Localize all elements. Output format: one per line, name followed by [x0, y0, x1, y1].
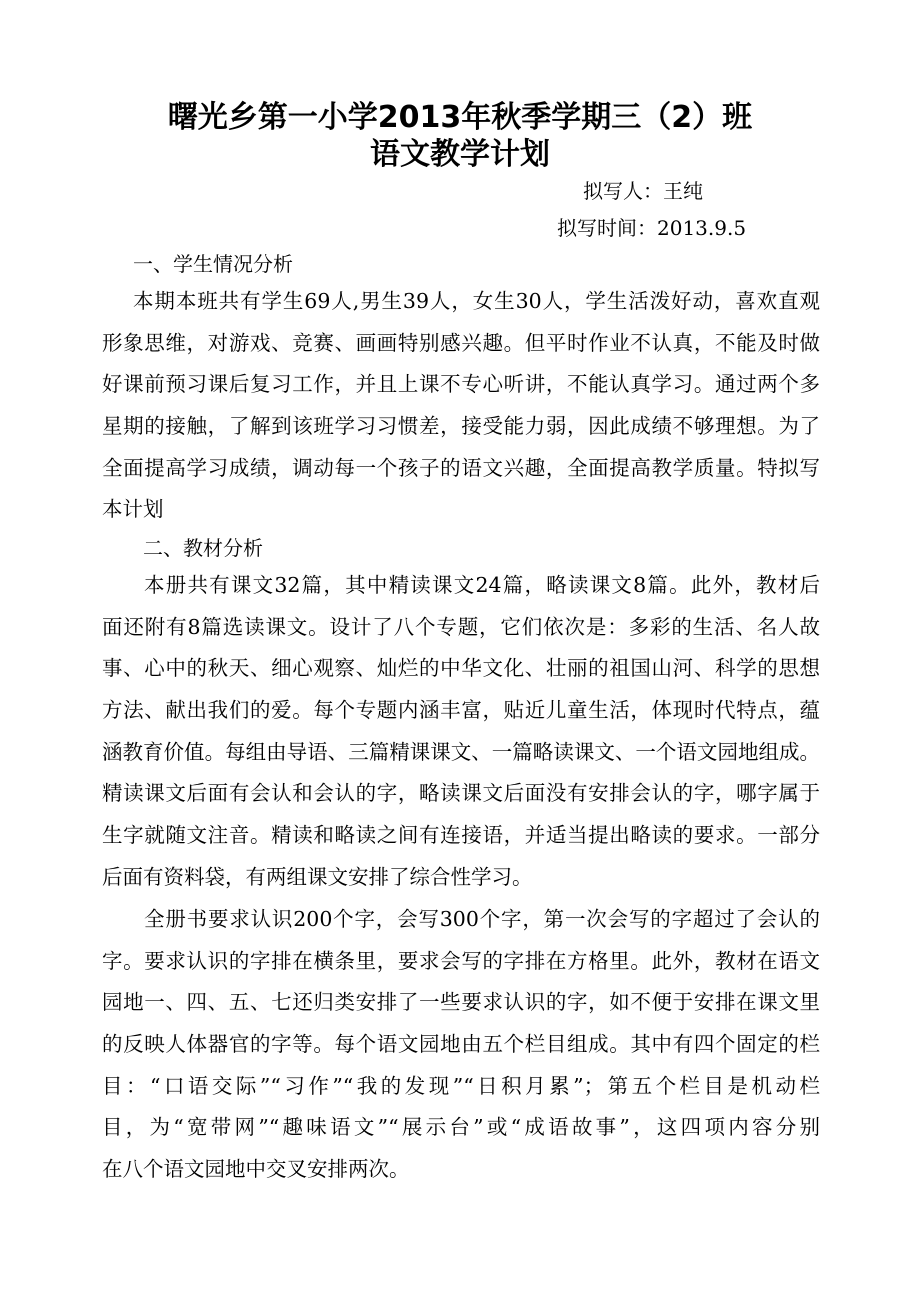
text-line: 涵教育价值。每组由导语、三篇精课课文、一篇略读课文、一个语文园地组成。 — [102, 739, 820, 764]
text-line: 事、心中的秋天、细心观察、灿烂的中华文化、壮丽的祖国山河、科学的思想 — [102, 656, 820, 681]
section-2-heading: 二、教材分析 — [143, 536, 263, 560]
section-2-paragraph-1 — [102, 565, 820, 899]
section-1-paragraph — [102, 281, 820, 531]
text-line: 面还附有8篇选读课文。设计了八个专题，它们依次是：多彩的生活、名人故 — [102, 614, 820, 639]
text-line: 本计划 — [102, 497, 164, 522]
text-line: 的反映人体器官的字等。每个语文园地由五个栏目组成。其中有四个固定的栏 — [102, 1032, 820, 1057]
text-line: 精读课文后面有会认和会认的字，略读课文后面没有安排会认的字，哪字属于 — [102, 781, 820, 806]
text-line: 本期本班共有学生69人,男生39人，女生30人，学生活泼好动，喜欢直观 — [133, 289, 820, 313]
text-line: 本册共有课文32篇，其中精读课文24篇，略读课文8篇。此外，教材后 — [144, 573, 820, 597]
text-line: 全面提高学习成绩，调动每一个孩子的语文兴趣，全面提高教学质量。特拟写 — [102, 455, 820, 480]
text-line: 目：“口语交际”“习作”“我的发现”“日积月累”；第五个栏目是机动栏 — [102, 1073, 820, 1098]
section-2-paragraph-2 — [102, 899, 820, 1191]
text-line: 好课前预习课后复习工作，并且上课不专心听讲，不能认真学习。通过两个多 — [102, 372, 820, 397]
text-line: 园地一、四、五、七还归类安排了一些要求认识的字，如不便于安排在课文里 — [102, 990, 820, 1015]
text-line: 全册书要求认识200个字，会写300个字，第一次会写的字超过了会认的 — [144, 907, 820, 931]
text-line: 后面有资料袋，有两组课文安排了综合性学习。 — [102, 864, 533, 889]
section-1-heading: 一、学生情况分析 — [133, 252, 293, 276]
title-line-2: 语文教学计划 — [370, 137, 550, 172]
text-line: 星期的接触，了解到该班学习习惯差，接受能力弱，因此成绩不够理想。为了 — [102, 414, 820, 439]
text-line: 生字就随文注音。精读和略读之间有连接语，并适当提出略读的要求。一部分 — [102, 823, 820, 848]
author: 拟写人：王纯 — [583, 179, 703, 203]
text-line: 字。要求认识的字排在横条里，要求会写的字排在方格里。此外，教材在语文 — [102, 948, 820, 973]
title-line-1: 曙光乡第一小学2013年秋季学期三（2）班 — [167, 100, 753, 135]
text-line: 形象思维，对游戏、竞赛、画画特别感兴趣。但平时作业不认真，不能及时做 — [102, 330, 820, 355]
text-line: 方法、献出我们的爱。每个专题内涵丰富，贴近儿童生活，体现时代特点，蕴 — [102, 698, 820, 723]
date: 拟写时间：2013.9.5 — [557, 216, 747, 240]
text-line: 在八个语文园地中交叉安排两次。 — [102, 1157, 410, 1182]
text-line: 目，为“宽带网”“趣味语文”“展示台”或“成语故事”，这四项内容分别 — [102, 1115, 820, 1140]
